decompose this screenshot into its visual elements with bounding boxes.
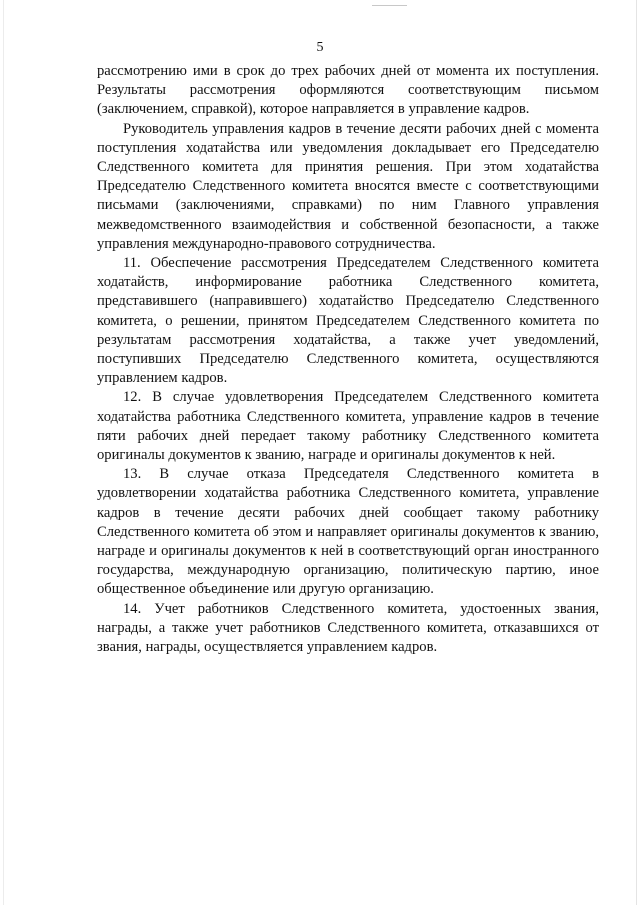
paragraph-item-11: 11. Обеспечение рассмотрения Председателем Следственного комитета ходатайств, информирование работника Следственного комитета, представившего (направившего) ходатайство Председателю Следственного комитета, о решении, принятом Председателем Следственного комитета по результатам рассмотрения ходатайства, а также учет уведомлений, поступивших Председателю Следственного комитета, осуществляются управлением кадров.: [97, 255, 599, 387]
scan-left-edge: [3, 0, 4, 905]
paragraph-continuation: рассмотрению ими в срок до трех рабочих дней от момента их поступления. Результаты рассмотрения оформляются соответствующим письмом (заключением, справкой), которое направляется в управление кадров.: [97, 63, 599, 118]
paragraph-item-14: 14. Учет работников Следственного комитета, удостоенных звания, награды, а также учет работников Следственного комитета, отказавшихся от звания, награды, осуществляется управлением кадров.: [97, 600, 599, 656]
page-number: 5: [316, 40, 324, 55]
scan-top-mark: [372, 5, 407, 6]
paragraph-head-of-personnel: Руководитель управления кадров в течение десяти рабочих дней с момента поступления ходатайства или уведомления докладывает его Председателю Следственного комитета для принятия решения. При этом ходатайства Председателю Следственного комитета вносятся вместе с соответствующими письмами (заключениями, справками) по ним Главного управления межведомственного взаимодействия и собственной безопасности, а также управления международно-правового сотрудничества.: [97, 120, 599, 252]
paragraph-item-12: 12. В случае удовлетворения Председателем Следственного комитета ходатайства работника Следственного комитета, управление кадров в течение пяти рабочих дней передает такому работнику Следственного комитета оригиналы документов к званию, награде и оригиналы документов к ней.: [97, 389, 599, 464]
document-body: [97, 62, 599, 657]
scan-right-edge: [636, 0, 637, 905]
paragraph-item-13: 13. В случае отказа Председателя Следственного комитета в удовлетворении ходатайства работника Следственного комитета, управление кадров в течение десяти рабочих дней сообщает такому работнику Следственного комитета об этом и направляет оригиналы документов к званию, награде и оригиналы документов к ней в соответствующий орган иностранного государства, международную организацию, политическую партию, иное общественное объединение или другую организацию.: [97, 466, 599, 598]
